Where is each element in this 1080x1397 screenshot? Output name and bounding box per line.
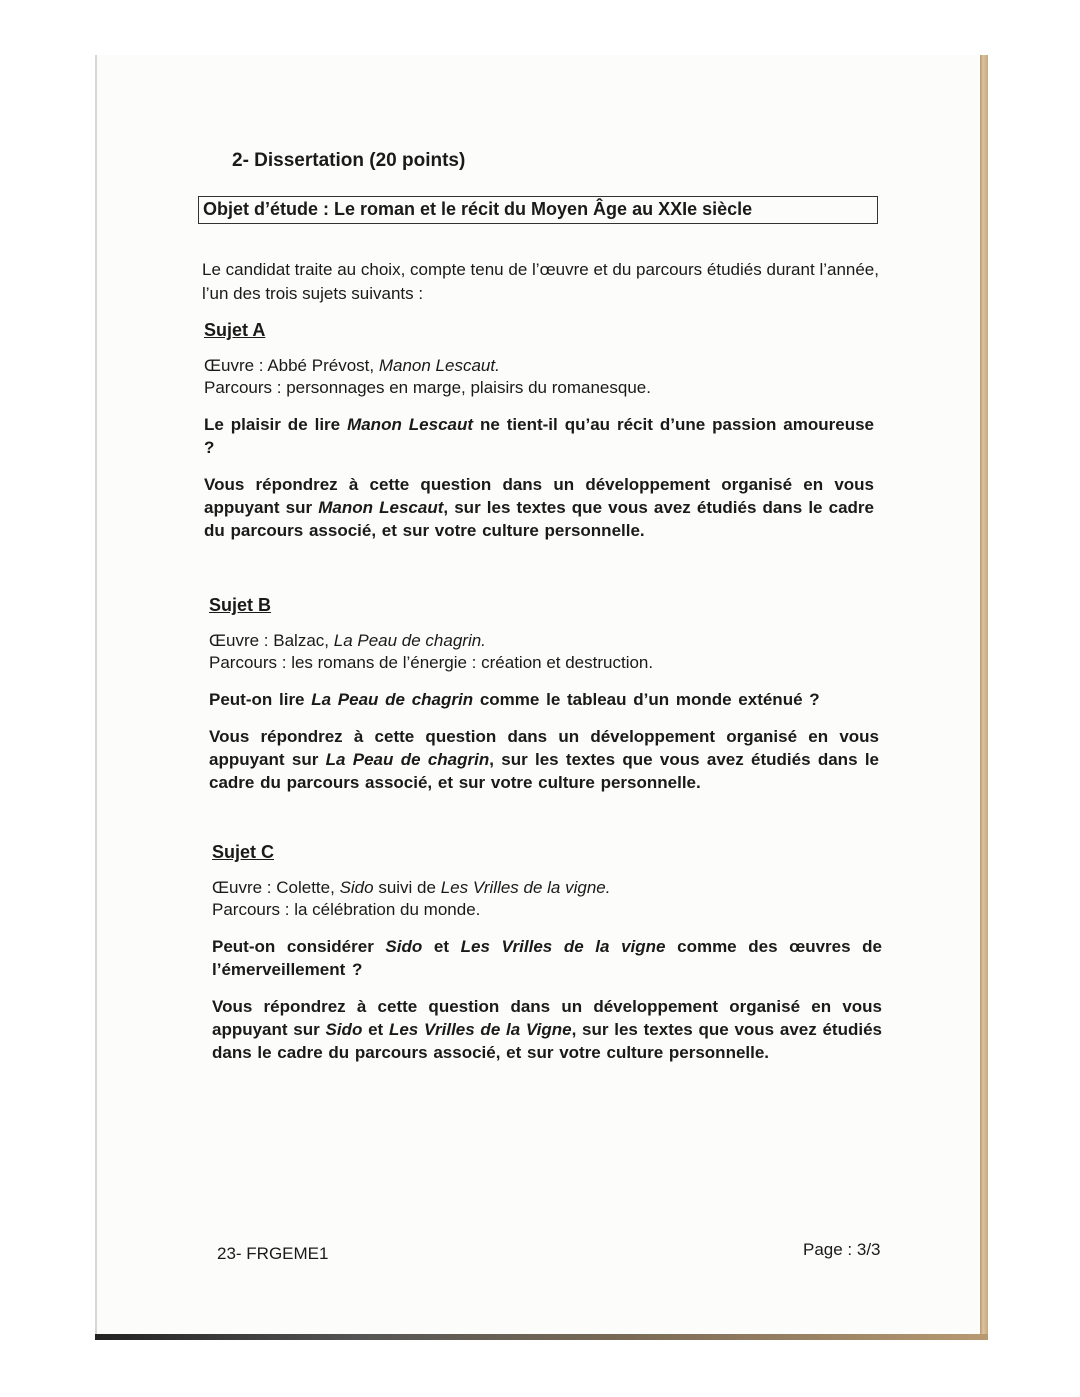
sujet-title: Sujet B [209, 595, 272, 615]
instructions: Vous répondrez à cette question dans un développement organisé en vous appuyant sur La Peau de chagrin, sur les textes que vous avez étudiés dans le cadre du parcours associé, et sur votre culture personnelle. [209, 727, 879, 792]
parcours: Parcours : personnages en marge, plaisirs du romanesque. [204, 378, 651, 397]
oeuvre-author: Abbé Prévost, [267, 356, 379, 375]
instr-work-title: La Peau de chagrin [325, 750, 490, 769]
oeuvre-label: Œuvre : [204, 356, 268, 375]
question: Peut-on lire La Peau de chagrin comme le tableau d’un monde exténué ? [209, 690, 820, 709]
question-work-title-2: Les Vrilles de la vigne [460, 937, 666, 956]
question: Le plaisir de lire Manon Lescaut ne tient-il qu’au récit d’une passion amoureuse ? [204, 415, 874, 457]
sujet-meta: Œuvre : Colette, Sido suivi de Les Vrilles de la vigne. Parcours : la célébration du monde. [212, 878, 611, 919]
oeuvre-title: La Peau de chagrin. [333, 631, 486, 650]
sujet-meta [204, 355, 874, 399]
oeuvre-author: Colette, [276, 878, 340, 897]
parcours: Parcours : la célébration du monde. [212, 900, 481, 919]
sujet-meta [209, 630, 879, 674]
instr-work-title: Sido [325, 1020, 363, 1039]
question: Peut-on considérer Sido et Les Vrilles de la vigne comme des œuvres de l’émerveillement ? [212, 937, 883, 979]
oeuvre-label: Œuvre : [209, 631, 274, 650]
sujet-c [212, 842, 882, 1064]
page-number: Page : 3/3 [803, 1240, 881, 1259]
sujet-b [209, 595, 879, 794]
sujet-title: Sujet A [204, 320, 266, 340]
question-work-title: Sido [385, 937, 423, 956]
intro-paragraph: Le candidat traite au choix, compte tenu de l’œuvre et du parcours étudiés durant l’année, l’un des trois sujets suivants : [202, 260, 879, 303]
section-title: 2- Dissertation (20 points) [232, 150, 466, 171]
oeuvre-title-2: Les Vrilles de la vigne. [440, 878, 611, 897]
oeuvre-label: Œuvre : [212, 878, 277, 897]
sujet-title: Sujet C [212, 842, 275, 862]
oeuvre-title: Sido [339, 878, 374, 897]
sujet-a [204, 320, 874, 542]
instr-work-title: Manon Lescaut [318, 498, 444, 517]
oeuvre-title: Manon Lescaut. [378, 356, 500, 375]
question-work-title: La Peau de chagrin [311, 690, 474, 709]
objet-etude-box: Objet d’étude : Le roman et le récit du Moyen Âge au XXIe siècle [198, 196, 878, 224]
instructions: Vous répondrez à cette question dans un développement organisé en vous appuyant sur Manon Lescaut, sur les textes que vous avez étudiés dans le cadre du parcours associé, et sur votre culture personnelle. [204, 475, 874, 540]
question-work-title: Manon Lescaut [347, 415, 474, 434]
instructions: Vous répondrez à cette question dans un développement organisé en vous appuyant sur Sido et Les Vrilles de la Vigne, sur les textes que vous avez étudiés dans le cadre du parcours associé, et sur votre culture personnelle. [212, 997, 882, 1062]
parcours: Parcours : les romans de l’énergie : création et destruction. [209, 653, 654, 672]
exam-code: 23- FRGEME1 [217, 1244, 329, 1263]
instr-work-title-2: Les Vrilles de la Vigne [388, 1020, 572, 1039]
oeuvre-author: Balzac, [273, 631, 334, 650]
